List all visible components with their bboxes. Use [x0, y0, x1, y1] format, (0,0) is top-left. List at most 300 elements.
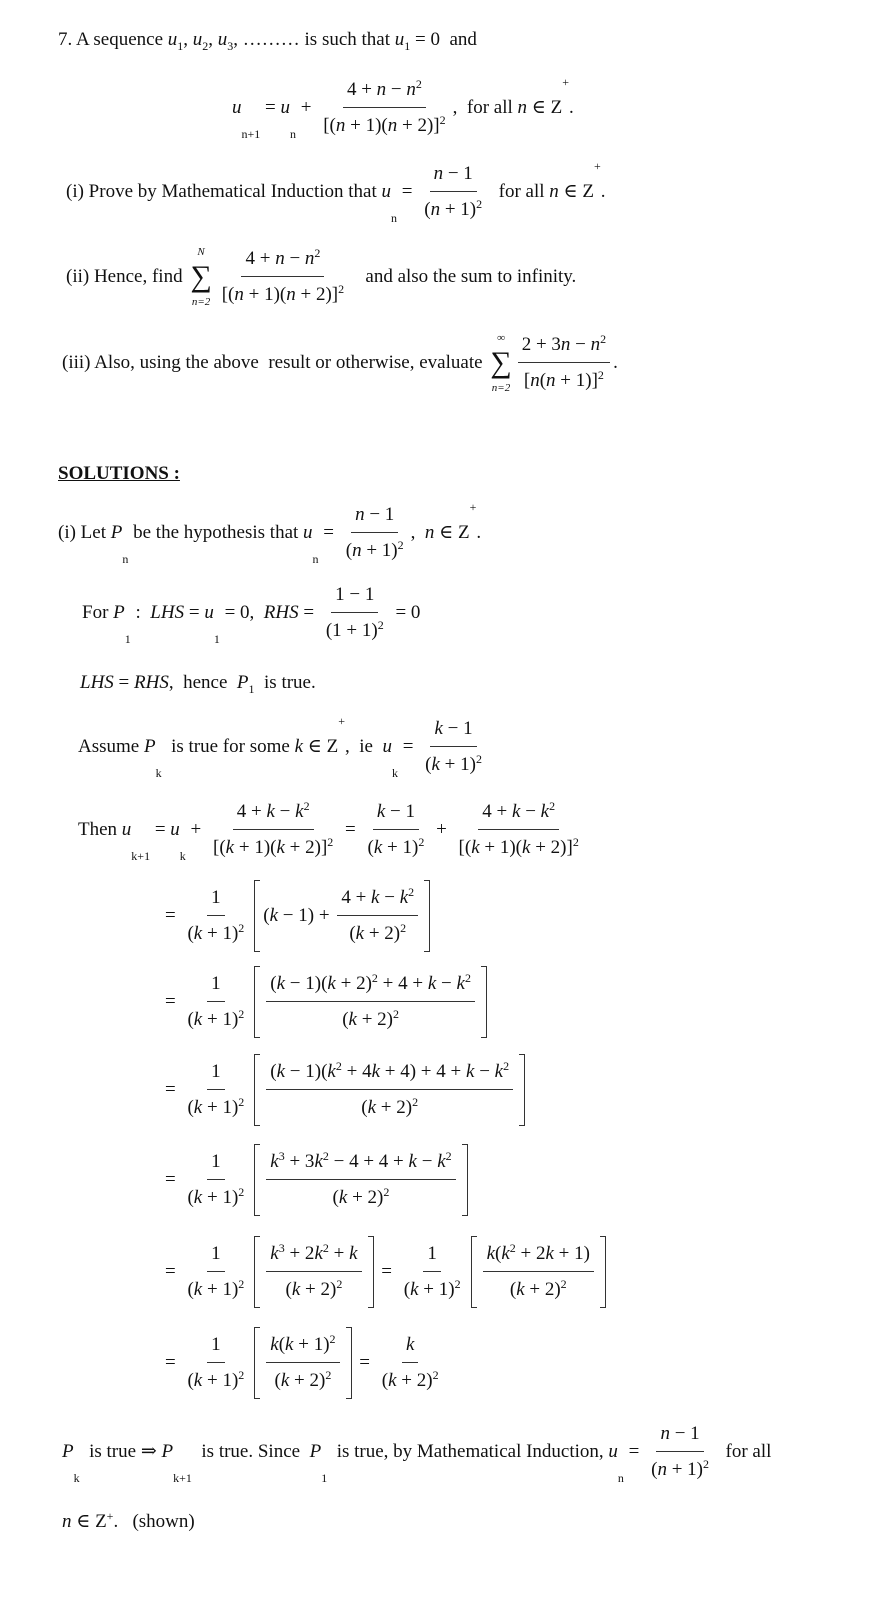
math-symbol: n	[304, 248, 315, 269]
text-run: + 1)	[361, 540, 398, 561]
fraction-denominator	[183, 1002, 248, 1034]
fraction-denominator	[506, 1272, 571, 1304]
fraction-denominator	[183, 1180, 248, 1212]
text-run: ∈ Z	[527, 97, 563, 118]
text-run: =	[165, 905, 181, 926]
text-run: = 0,	[219, 602, 264, 623]
text-run: =	[184, 602, 205, 623]
math-symbol: k	[371, 887, 380, 908]
text-run: − 1	[442, 718, 473, 739]
superscript: 2	[439, 113, 446, 127]
math-symbol: k	[349, 1243, 358, 1264]
superscript: +	[338, 714, 345, 728]
math-symbol: k	[456, 973, 465, 994]
superscript: 2	[560, 1277, 567, 1291]
text-run: = 0	[390, 602, 421, 623]
text-run: + 2)	[300, 1279, 337, 1300]
math-symbol: u	[232, 97, 242, 118]
math-symbol: P	[236, 672, 249, 693]
text-run: 1	[211, 973, 221, 994]
fraction-denominator	[520, 363, 608, 395]
math-symbol: n	[590, 334, 601, 355]
text-run: + 1)(	[479, 837, 523, 858]
text-run: =	[165, 1261, 181, 1282]
question-part-i	[66, 160, 605, 224]
fraction-denominator	[338, 1002, 403, 1034]
fraction-numerator	[207, 970, 225, 1002]
text-run: + 2)	[364, 923, 401, 944]
text-run: and also the sum to infinity.	[351, 266, 577, 287]
text-run: −	[386, 79, 407, 100]
fraction-numerator	[207, 1058, 225, 1090]
math-symbol: k	[388, 1370, 397, 1391]
solution-step-7	[165, 1327, 446, 1399]
text-run: + 2	[515, 1243, 546, 1264]
text-run: + 1)	[553, 1243, 590, 1264]
text-run: (i) Prove by Mathematical Induction that	[66, 181, 382, 202]
text-run: be the hypothesis that	[128, 522, 304, 543]
superscript: 2	[412, 1095, 419, 1109]
math-symbol: n	[657, 1459, 667, 1480]
fraction	[266, 1058, 513, 1122]
text-run: (	[342, 1009, 349, 1030]
solution-step-6	[165, 1236, 609, 1308]
text-run: + 4	[341, 1061, 372, 1082]
text-run: + 2)	[396, 1370, 433, 1391]
text-run: 2 + 3	[521, 334, 561, 355]
superscript: +	[106, 1509, 114, 1523]
math-symbol: k	[338, 1187, 348, 1208]
text-run: =	[318, 522, 339, 543]
text-run: + 2)]	[295, 284, 339, 305]
text-run: (iii) Also, using the above result or otherwise, evaluate	[62, 352, 488, 373]
superscript: 2	[703, 1457, 710, 1471]
sigma-symbol: ∑	[490, 346, 512, 379]
math-symbol: RHS	[134, 672, 169, 693]
math-symbol: k	[314, 1151, 323, 1172]
solutions-heading: SOLUTIONS :	[58, 463, 180, 484]
text-run: for all	[489, 181, 550, 202]
text-run: (	[187, 1009, 194, 1030]
text-run: Assume	[78, 736, 144, 757]
fraction-denominator	[345, 916, 410, 948]
superscript: 3	[278, 1149, 285, 1163]
fraction-denominator	[342, 533, 408, 565]
fraction-numerator	[207, 1331, 225, 1363]
solution-base-case	[82, 581, 420, 645]
math-symbol: LHS	[150, 602, 185, 623]
math-symbol: n	[234, 284, 244, 305]
fraction	[455, 798, 583, 862]
math-symbol: k	[494, 1061, 504, 1082]
text-run: +	[431, 819, 452, 840]
math-symbol: n	[549, 181, 559, 202]
text-run: [(	[221, 284, 235, 305]
math-symbol: k	[373, 837, 383, 858]
sum-upper-limit: ∞	[497, 332, 505, 344]
text-run: −	[436, 973, 457, 994]
fraction-denominator	[271, 1363, 336, 1395]
math-symbol: k	[193, 923, 203, 944]
math-symbol: u	[382, 736, 392, 757]
math-symbol: u	[192, 29, 203, 50]
superscript: 2	[393, 1007, 400, 1021]
text-run: :	[130, 602, 151, 623]
text-run: =	[165, 991, 181, 1012]
text-run: .	[568, 97, 574, 118]
fraction	[266, 1148, 455, 1212]
superscript: 2	[322, 1149, 329, 1163]
text-run: (	[187, 1370, 194, 1391]
text-run: (	[187, 1279, 194, 1300]
subscript: 1	[248, 682, 255, 696]
fraction	[364, 798, 429, 862]
subscript: 1	[213, 632, 220, 646]
text-run: + 1)	[439, 754, 476, 775]
fraction-numerator	[266, 970, 475, 1002]
question-part-iii	[62, 331, 618, 395]
subscript: k+1	[173, 1471, 192, 1485]
superscript: +	[562, 75, 569, 89]
text-run: =	[354, 1352, 375, 1373]
text-run: − 1)(	[285, 1061, 328, 1082]
text-run: , hence	[168, 672, 237, 693]
superscript: 2	[377, 618, 384, 632]
fraction-numerator	[266, 1148, 455, 1180]
math-symbol: k	[294, 736, 304, 757]
text-run: + 2)	[335, 973, 372, 994]
text-run: ∈ Z	[434, 522, 470, 543]
math-symbol: n	[546, 370, 556, 391]
fraction-denominator	[455, 830, 583, 862]
text-run: =	[165, 1079, 181, 1100]
text-run: + 1)(	[345, 115, 388, 136]
superscript: 2	[335, 1059, 342, 1073]
text-run: + 3	[284, 1151, 315, 1172]
fraction	[183, 1148, 248, 1212]
bracketed-expression	[254, 1236, 373, 1308]
solution-conclusion	[62, 1420, 771, 1484]
text-run: =	[165, 1352, 181, 1373]
math-symbol: k	[270, 1243, 279, 1264]
text-run: 4 +	[482, 801, 512, 822]
math-symbol: u	[204, 602, 214, 623]
math-symbol: P	[110, 522, 123, 543]
fraction-denominator	[421, 747, 486, 779]
text-run: + 1)	[202, 1009, 239, 1030]
text-run: −	[284, 248, 305, 269]
superscript: 2	[475, 752, 482, 766]
fraction-denominator	[209, 830, 337, 862]
superscript: 2	[303, 799, 310, 813]
fraction-denominator	[400, 1272, 465, 1304]
fraction	[647, 1420, 713, 1484]
text-run: (	[345, 540, 353, 561]
text-run: =	[623, 1441, 645, 1462]
text-run: −	[379, 887, 400, 908]
subscript: n	[122, 552, 129, 566]
superscript: 2	[238, 1277, 245, 1291]
recurrence-relation	[232, 76, 574, 140]
fraction	[483, 1240, 594, 1304]
math-symbol: k	[193, 1279, 203, 1300]
subscript: n	[290, 127, 296, 141]
fraction-numerator	[241, 245, 324, 277]
fraction	[209, 798, 337, 862]
solution-base-true	[80, 671, 316, 695]
text-run: is true, by Mathematical Induction,	[327, 1441, 609, 1462]
fraction	[400, 1240, 465, 1304]
text-run: − 1	[669, 1423, 700, 1444]
superscript: 2	[314, 246, 321, 260]
text-run: −	[474, 1061, 495, 1082]
bracketed-expression	[471, 1236, 606, 1308]
text-run: (	[367, 837, 374, 858]
math-symbol: k	[408, 1151, 417, 1172]
text-run: [(	[458, 837, 472, 858]
math-symbol: k	[314, 1243, 323, 1264]
math-symbol: k	[371, 1061, 381, 1082]
superscript: 2	[600, 332, 607, 346]
math-symbol: P	[143, 736, 156, 757]
math-symbol: k	[486, 1243, 495, 1264]
text-run: −	[520, 801, 541, 822]
text-run: , ie	[344, 736, 383, 757]
superscript: 2	[338, 282, 345, 296]
math-symbol: k	[266, 801, 275, 822]
fraction-denominator	[420, 192, 486, 224]
text-run: (	[285, 1279, 292, 1300]
text-run: + 1)	[202, 1187, 239, 1208]
text-run: is true for some	[161, 736, 295, 757]
math-symbol: k	[295, 801, 304, 822]
subscript: n+1	[241, 127, 261, 141]
text-run: +	[185, 819, 207, 840]
math-symbol: k	[427, 973, 437, 994]
math-symbol: n	[406, 79, 416, 100]
sum-lower-limit: n=2	[491, 382, 511, 394]
text-run: [(	[213, 837, 226, 858]
text-run: , ……… is such that	[233, 29, 395, 50]
text-run: + 2	[284, 1243, 315, 1264]
fraction-numerator	[266, 1240, 361, 1272]
bracketed-expression	[254, 1054, 525, 1126]
math-symbol: n	[355, 504, 365, 525]
fraction	[183, 970, 248, 1034]
superscript: 2	[327, 835, 334, 849]
math-symbol: k	[399, 887, 409, 908]
fraction	[183, 1331, 248, 1395]
math-symbol: k	[276, 973, 286, 994]
fraction-numerator	[478, 798, 559, 830]
math-symbol: n	[433, 163, 444, 184]
fraction	[183, 1058, 248, 1122]
superscript: 2	[476, 197, 483, 211]
text-run: =	[260, 97, 281, 118]
math-symbol: u	[217, 29, 228, 50]
superscript: 2	[238, 1185, 245, 1199]
subscript: n	[312, 552, 319, 566]
math-symbol: k	[471, 837, 480, 858]
math-symbol: k	[269, 905, 279, 926]
fraction-numerator	[331, 581, 378, 613]
text-run: + 1)(	[243, 284, 287, 305]
math-symbol: u	[121, 819, 132, 840]
text-run: − 1)(	[285, 973, 328, 994]
superscript: 2	[329, 1332, 336, 1346]
fraction-denominator	[378, 1363, 443, 1395]
fraction-denominator	[218, 277, 348, 309]
solution-final	[62, 1510, 195, 1534]
superscript: 2	[383, 1185, 390, 1199]
superscript: 2	[238, 921, 245, 935]
fraction-numerator	[373, 798, 419, 830]
text-run: + 2)	[347, 1187, 384, 1208]
superscript: 2	[238, 1095, 245, 1109]
text-run: (	[270, 1061, 277, 1082]
text-run: + 1)(	[234, 837, 277, 858]
text-run: .	[613, 352, 618, 373]
subscript: 3	[227, 39, 234, 53]
text-run: (	[495, 1243, 502, 1264]
math-symbol: u	[280, 97, 290, 118]
superscript: 2	[464, 971, 471, 985]
text-run: for all	[716, 1441, 772, 1462]
text-run: ,	[183, 29, 193, 50]
math-symbol: k	[410, 1279, 419, 1300]
text-run: 1	[211, 1151, 221, 1172]
superscript: +	[593, 159, 601, 173]
superscript: 2	[418, 835, 425, 849]
text-run: + 1)	[293, 1334, 330, 1355]
math-symbol: P	[62, 1441, 74, 1462]
text-run: =	[340, 819, 361, 840]
math-symbol: n	[517, 97, 528, 118]
solution-step-1	[78, 798, 586, 862]
text-run: −	[416, 1151, 438, 1172]
math-symbol: n	[560, 334, 571, 355]
text-run: 4 +	[341, 887, 372, 908]
math-symbol: k	[376, 801, 386, 822]
text-run: (	[274, 1370, 281, 1391]
text-run: + 1)	[202, 1370, 239, 1391]
fraction-numerator	[351, 501, 398, 533]
text-run: =	[113, 672, 135, 693]
math-symbol: k	[193, 1370, 203, 1391]
subscript: 1	[321, 1471, 328, 1485]
text-run: + 1)	[202, 1097, 239, 1118]
superscript: 2	[454, 1277, 461, 1291]
text-run: + 2)]	[530, 837, 573, 858]
text-run: (1 + 1)	[325, 620, 378, 641]
superscript: 2	[322, 1241, 329, 1255]
question-part-ii	[66, 245, 576, 309]
text-run: (	[403, 1279, 411, 1300]
math-symbol: n	[352, 540, 362, 561]
bracketed-expression	[254, 1144, 467, 1216]
bracketed-expression	[254, 1327, 351, 1399]
text-run: ∈ Z	[303, 736, 339, 757]
fraction	[420, 160, 486, 224]
subscript: k	[155, 766, 162, 780]
text-run: − 1	[443, 163, 473, 184]
fraction-numerator	[430, 160, 477, 192]
text-run: Then	[78, 819, 122, 840]
fraction	[421, 715, 486, 779]
math-symbol: k	[276, 837, 285, 858]
text-run: + 1)	[202, 923, 239, 944]
text-run: (i) Let	[58, 522, 111, 543]
text-run: + 1)	[382, 837, 419, 858]
fraction-numerator	[207, 1148, 225, 1180]
fraction-numerator	[233, 798, 314, 830]
solution-step-2	[165, 880, 433, 952]
fraction-denominator	[364, 830, 429, 862]
math-symbol: u	[170, 819, 180, 840]
fraction-denominator	[183, 1090, 248, 1122]
fraction-numerator	[430, 715, 476, 747]
solution-assumption	[78, 715, 489, 779]
text-run: For	[82, 602, 114, 623]
superscript: 2	[597, 368, 604, 382]
solution-step-4	[165, 1054, 528, 1126]
text-run: is true.	[254, 672, 316, 693]
text-run: + 2)	[289, 1370, 326, 1391]
math-symbol: k	[434, 718, 443, 739]
text-run: 1	[211, 1334, 221, 1355]
math-symbol: k	[291, 1279, 301, 1300]
text-run: + 2)	[356, 1009, 394, 1030]
text-run: (	[425, 754, 432, 775]
text-run: 1 − 1	[335, 584, 375, 605]
math-symbol: k	[270, 1151, 279, 1172]
text-run: 4 +	[245, 248, 276, 269]
math-symbol: k	[512, 801, 521, 822]
text-run: [	[523, 370, 531, 391]
text-run: + 1)	[202, 1279, 239, 1300]
text-run: ∈ Z	[558, 181, 594, 202]
text-run: (	[424, 199, 431, 220]
text-run: +	[328, 1243, 350, 1264]
text-run: 7. A sequence	[58, 29, 168, 50]
text-run: ,	[208, 29, 218, 50]
math-symbol: k	[501, 1243, 510, 1264]
text-run: − 4 + 4 +	[328, 1151, 409, 1172]
text-run: (	[349, 923, 356, 944]
subscript: 1	[124, 632, 131, 646]
text-run: (	[278, 1334, 286, 1355]
solution-step-3	[165, 966, 490, 1038]
math-symbol: n	[62, 1511, 72, 1532]
superscript: 2	[371, 971, 378, 985]
text-run: (	[270, 973, 277, 994]
fraction-numerator	[343, 76, 426, 108]
text-run: −	[274, 801, 296, 822]
text-run: 1	[427, 1243, 437, 1264]
math-symbol: k	[522, 837, 531, 858]
superscript: 2	[503, 1059, 510, 1073]
bracketed-expression	[254, 880, 430, 952]
sigma-symbol: ∑	[190, 260, 212, 293]
bracketed-expression	[254, 966, 487, 1038]
fraction-denominator	[647, 1452, 713, 1484]
subscript: n	[391, 211, 398, 225]
math-symbol: k	[280, 1370, 290, 1391]
text-run: (ii) Hence, find	[66, 266, 188, 287]
fraction	[342, 501, 408, 565]
subscript: k	[391, 766, 398, 780]
math-symbol: LHS	[80, 672, 114, 693]
